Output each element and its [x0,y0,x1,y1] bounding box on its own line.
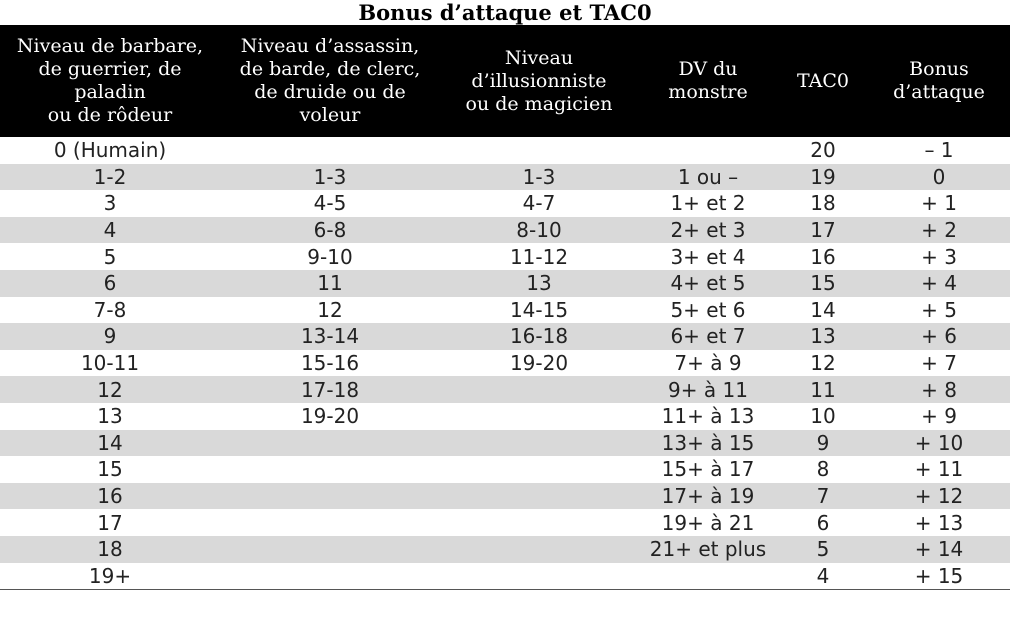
table-row [0,323,1010,350]
table-row [0,456,1010,483]
cell-rogue-priest-level: 11 [220,270,440,297]
header-mage-level: Niveau d’illusionniste ou de magicien [440,25,638,137]
cell-thac0: 12 [810,351,836,376]
cell-warrior-level: 0 (Humain) [53,138,167,163]
table-row [0,350,1010,377]
cell-monster-hd: 15+ à 17 [661,457,755,482]
cell-mage-level: 4-7 [522,191,556,216]
cell-thac0: 15 [778,270,868,297]
cell-mage-level: 8-10 [440,217,638,244]
table-row [0,563,1010,590]
cell-thac0: 6 [816,510,830,535]
cell-thac0: 7 [778,483,868,510]
cell-thac0: 9 [778,430,868,457]
cell-rogue-priest-level: 6-8 [220,217,440,244]
cell-rogue-priest-level [220,509,440,536]
table-row [0,243,1010,270]
cell-rogue-priest-level: 9-10 [307,244,353,269]
cell-attack-bonus: + 3 [921,244,957,269]
cell-warrior-level: 10-11 [80,351,140,376]
cell-rogue-priest-level: 4-5 [313,191,347,216]
cell-mage-level [440,509,638,536]
cell-warrior-level: 15 [97,457,123,482]
cell-thac0: 17 [778,217,868,244]
cell-rogue-priest-level: 13-14 [220,323,440,350]
cell-attack-bonus: + 1 [921,191,957,216]
cell-warrior-level: 16 [0,483,220,510]
table-row [0,297,1010,324]
cell-warrior-level: 4 [0,217,220,244]
cell-mage-level [440,137,638,164]
table-row [0,217,1010,244]
table-row [0,270,1010,297]
cell-monster-hd [638,563,778,590]
cell-monster-hd: 19+ à 21 [661,510,755,535]
cell-thac0: 16 [810,244,836,269]
cell-monster-hd: 3+ et 4 [670,244,746,269]
table-row [0,509,1010,536]
header-row [0,25,1010,137]
table-body [0,137,1010,590]
header-thac0: TAC0 [778,25,868,137]
cell-attack-bonus: + 15 [868,563,1010,590]
cell-rogue-priest-level [220,536,440,563]
cell-attack-bonus: + 5 [921,297,957,322]
cell-monster-hd: 6+ et 7 [638,323,778,350]
cell-attack-bonus: – 1 [924,138,954,163]
cell-mage-level: 13 [440,270,638,297]
cell-mage-level [440,536,638,563]
cell-attack-bonus: + 7 [921,351,957,376]
cell-warrior-level: 17 [97,510,123,535]
cell-thac0: 14 [810,297,836,322]
cell-thac0: 10 [810,404,836,429]
cell-mage-level [440,430,638,457]
cell-mage-level [440,563,638,590]
cell-monster-hd: 13+ à 15 [638,430,778,457]
cell-warrior-level: 18 [0,536,220,563]
cell-attack-bonus: + 11 [914,457,964,482]
cell-monster-hd: 9+ à 11 [638,376,778,403]
cell-monster-hd: 2+ et 3 [638,217,778,244]
cell-warrior-level: 19+ [0,563,220,590]
cell-warrior-level: 7-8 [93,297,127,322]
cell-attack-bonus: + 6 [868,323,1010,350]
cell-thac0: 18 [810,191,836,216]
table-row [0,536,1010,563]
header-rogue-priest-level: Niveau d’assassin, de barde, de clerc, de druide ou de voleur [220,25,440,137]
cell-rogue-priest-level: 15-16 [300,351,360,376]
cell-attack-bonus: 0 [868,164,1010,191]
cell-warrior-level: 12 [0,376,220,403]
cell-monster-hd: 4+ et 5 [638,270,778,297]
cell-mage-level [440,483,638,510]
header-monster-hd: DV du monstre [638,25,778,137]
cell-thac0: 5 [778,536,868,563]
cell-attack-bonus: + 13 [914,510,964,535]
cell-mage-level [440,403,638,430]
cell-monster-hd: 17+ à 19 [638,483,778,510]
cell-rogue-priest-level: 17-18 [220,376,440,403]
cell-thac0: 8 [816,457,830,482]
cell-rogue-priest-level [220,430,440,457]
cell-mage-level: 1-3 [440,164,638,191]
cell-warrior-level: 6 [0,270,220,297]
cell-rogue-priest-level: 19-20 [300,404,360,429]
cell-rogue-priest-level [220,563,440,590]
cell-attack-bonus: + 10 [868,430,1010,457]
cell-attack-bonus: + 8 [868,376,1010,403]
cell-thac0: 4 [778,563,868,590]
cell-rogue-priest-level: 1-3 [220,164,440,191]
cell-monster-hd: 1+ et 2 [670,191,746,216]
cell-monster-hd: 5+ et 6 [670,297,746,322]
cell-monster-hd [638,137,778,164]
header-warrior-level: Niveau de barbare, de guerrier, de paladin ou de rôdeur [0,25,220,137]
header-attack-bonus: Bonus d’attaque [868,25,1010,137]
cell-attack-bonus: + 9 [921,404,957,429]
cell-thac0: 19 [778,164,868,191]
cell-mage-level [440,456,638,483]
cell-rogue-priest-level [220,456,440,483]
cell-mage-level: 16-18 [440,323,638,350]
cell-attack-bonus: + 2 [868,217,1010,244]
cell-monster-hd: 7+ à 9 [674,351,742,376]
cell-monster-hd: 11+ à 13 [661,404,755,429]
cell-warrior-level: 9 [0,323,220,350]
table-row [0,137,1010,164]
cell-thac0: 20 [810,138,836,163]
table-row [0,403,1010,430]
cell-monster-hd: 21+ et plus [638,536,778,563]
cell-mage-level: 14-15 [509,297,569,322]
cell-mage-level [440,376,638,403]
cell-attack-bonus: + 14 [868,536,1010,563]
cell-rogue-priest-level: 12 [317,297,343,322]
table-row [0,483,1010,510]
cell-warrior-level: 13 [97,404,123,429]
cell-attack-bonus: + 12 [868,483,1010,510]
table-row [0,430,1010,457]
table-header [0,25,1010,137]
cell-monster-hd: 1 ou – [638,164,778,191]
cell-warrior-level: 3 [103,191,117,216]
cell-warrior-level: 14 [0,430,220,457]
cell-thac0: 11 [778,376,868,403]
table-title: Bonus d’attaque et TAC0 [358,0,652,25]
cell-warrior-level: 1-2 [0,164,220,191]
attack-bonus-table [0,25,1010,590]
table-row [0,190,1010,217]
cell-attack-bonus: + 4 [868,270,1010,297]
cell-thac0: 13 [778,323,868,350]
cell-warrior-level: 5 [103,244,117,269]
cell-mage-level: 19-20 [509,351,569,376]
cell-rogue-priest-level [220,483,440,510]
cell-mage-level: 11-12 [509,244,569,269]
table-row [0,164,1010,191]
cell-rogue-priest-level [220,137,440,164]
table-row [0,376,1010,403]
